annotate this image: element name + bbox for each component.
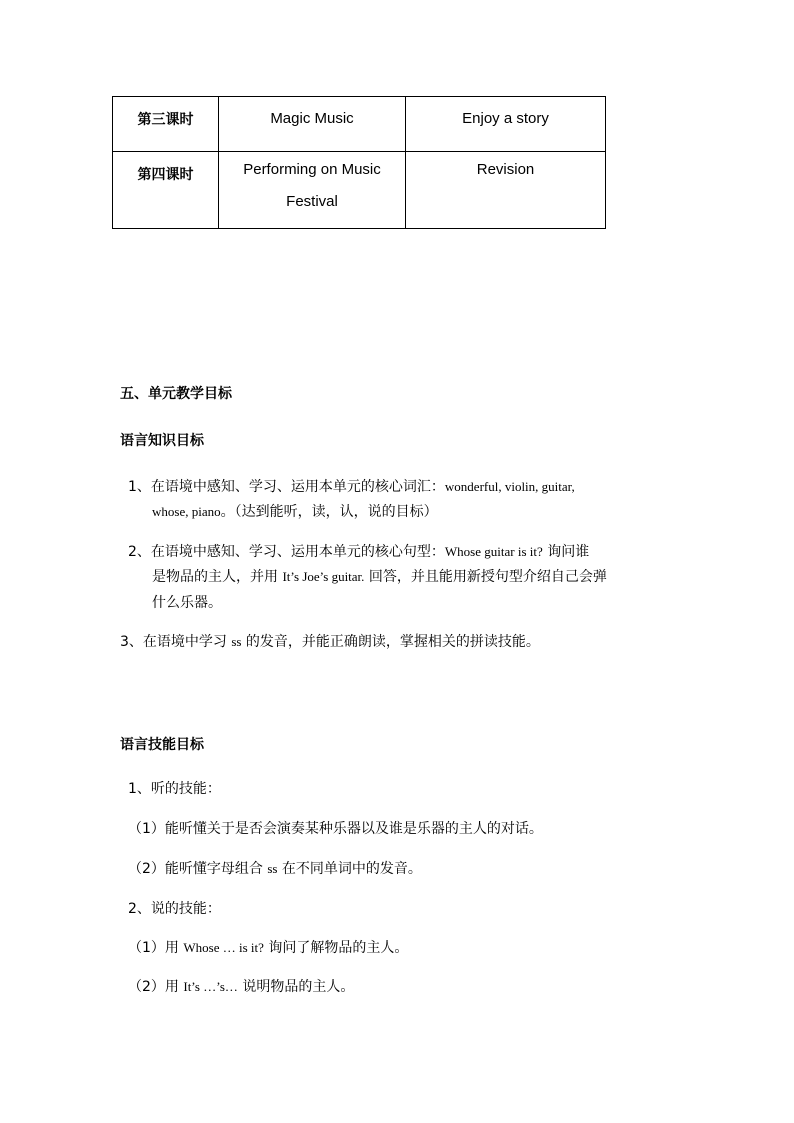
type-cell: Revision [406, 152, 606, 229]
knowledge-item-2-line-2: 是物品的主人，并用 It’s Joe’s guitar. 回答，并且能用新授句型介绍自己会弹 [152, 569, 607, 585]
knowledge-heading: 语言知识目标 [120, 433, 204, 449]
knowledge-item-1-line-1: 1、在语境中感知、学习、运用本单元的核心词汇：wonderful, violin, guitar, [128, 479, 575, 495]
type-cell: Enjoy a story [406, 97, 606, 152]
listening-item-2: （2）能听懂字母组合 ss 在不同单词中的发音。 [128, 861, 422, 877]
topic-cell: Magic Music [219, 97, 406, 152]
lesson-schedule-table [112, 96, 606, 229]
table-row [113, 152, 606, 229]
period-cell: 第四课时 [113, 152, 219, 229]
skills-heading: 语言技能目标 [120, 737, 204, 753]
listening-title: 1、听的技能： [128, 781, 221, 797]
speaking-title: 2、说的技能： [128, 901, 221, 917]
topic-cell: Performing on Music Festival [219, 152, 406, 229]
knowledge-item-3: 3、在语境中学习 ss 的发音，并能正确朗读，掌握相关的拼读技能。 [120, 634, 540, 650]
knowledge-item-1-line-2: whose, piano。（达到能听，读，认，说的目标） [152, 504, 438, 520]
section-title: 五、单元教学目标 [120, 386, 232, 402]
speaking-item-1: （1）用 Whose … is it? 询问了解物品的主人。 [128, 940, 409, 956]
knowledge-item-2-line-3: 什么乐器。 [152, 595, 222, 611]
table-row [113, 97, 606, 152]
listening-item-1: （1）能听懂关于是否会演奏某种乐器以及谁是乐器的主人的对话。 [128, 821, 543, 837]
knowledge-item-2-line-1: 2、在语境中感知、学习、运用本单元的核心句型：Whose guitar is it? 询问谁 [128, 544, 590, 560]
speaking-item-2: （2）用 It’s …’s… 说明物品的主人。 [128, 979, 355, 995]
period-cell: 第三课时 [113, 97, 219, 152]
